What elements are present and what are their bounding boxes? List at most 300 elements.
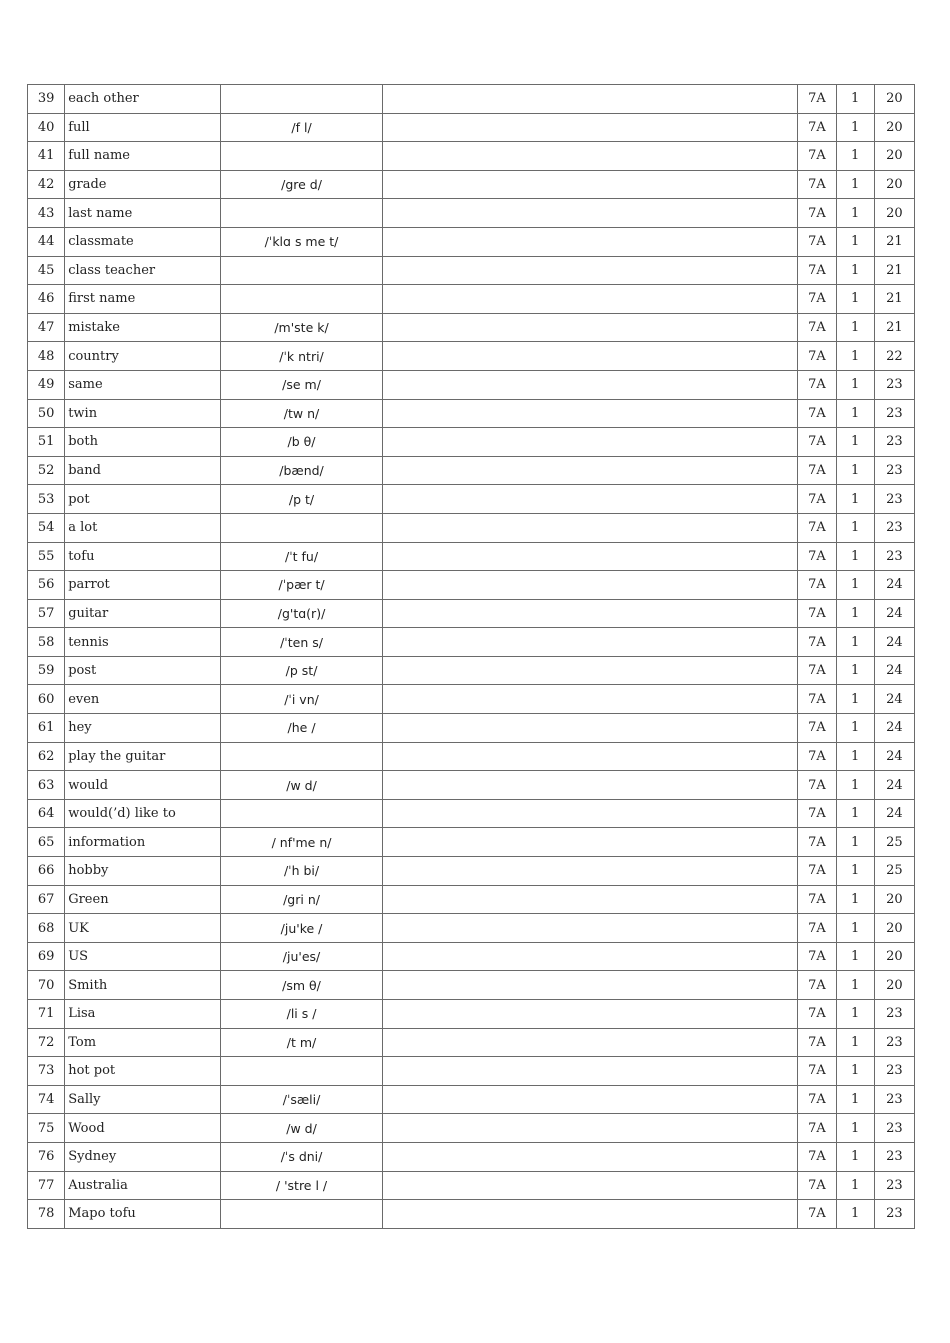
pronunciation-cell [221,1057,383,1086]
row-number: 63 [28,771,65,800]
pronunciation-cell: /m'ste k/ [221,313,383,342]
word-cell: mistake [65,313,221,342]
table-row [28,227,915,256]
page-cell: 24 [874,571,914,600]
unit-cell: 1 [836,513,874,542]
meaning-cell [382,399,797,428]
pronunciation-cell: /p st/ [221,656,383,685]
book-cell: 7A [798,571,836,600]
row-number: 77 [28,1171,65,1200]
book-cell: 7A [798,1000,836,1029]
row-number: 58 [28,628,65,657]
page-cell: 25 [874,828,914,857]
book-cell: 7A [798,456,836,485]
row-number: 40 [28,113,65,142]
row-number: 49 [28,370,65,399]
book-cell: 7A [798,628,836,657]
page-cell: 23 [874,1200,914,1229]
page-cell: 24 [874,771,914,800]
book-cell: 7A [798,771,836,800]
meaning-cell [382,714,797,743]
row-number: 61 [28,714,65,743]
table-row [28,571,915,600]
unit-cell: 1 [836,227,874,256]
pronunciation-cell: /w d/ [221,1114,383,1143]
pronunciation-cell [221,742,383,771]
book-cell: 7A [798,1200,836,1229]
book-cell: 7A [798,828,836,857]
unit-cell: 1 [836,1057,874,1086]
page-cell: 24 [874,656,914,685]
page-cell: 20 [874,914,914,943]
table-row [28,113,915,142]
pronunciation-cell: /b θ/ [221,428,383,457]
meaning-cell [382,1171,797,1200]
table-row [28,771,915,800]
pronunciation-cell: /ju'ke / [221,914,383,943]
row-number: 44 [28,227,65,256]
unit-cell: 1 [836,399,874,428]
page-cell: 20 [874,885,914,914]
unit-cell: 1 [836,285,874,314]
meaning-cell [382,571,797,600]
unit-cell: 1 [836,885,874,914]
meaning-cell [382,942,797,971]
meaning-cell [382,456,797,485]
unit-cell: 1 [836,342,874,371]
table-row [28,971,915,1000]
word-cell: classmate [65,227,221,256]
page-cell: 21 [874,256,914,285]
book-cell: 7A [798,942,836,971]
book-cell: 7A [798,799,836,828]
pronunciation-cell [221,1200,383,1229]
row-number: 41 [28,142,65,171]
pronunciation-cell: /he / [221,714,383,743]
page-cell: 23 [874,1000,914,1029]
row-number: 45 [28,256,65,285]
page-cell: 20 [874,170,914,199]
meaning-cell [382,742,797,771]
pronunciation-cell [221,85,383,114]
page-cell: 23 [874,370,914,399]
book-cell: 7A [798,1057,836,1086]
meaning-cell [382,1028,797,1057]
table-row [28,1085,915,1114]
book-cell: 7A [798,599,836,628]
word-cell: country [65,342,221,371]
row-number: 66 [28,857,65,886]
unit-cell: 1 [836,1142,874,1171]
book-cell: 7A [798,285,836,314]
row-number: 76 [28,1142,65,1171]
meaning-cell [382,485,797,514]
word-cell: a lot [65,513,221,542]
table-row [28,1000,915,1029]
row-number: 46 [28,285,65,314]
page-cell: 24 [874,685,914,714]
row-number: 52 [28,456,65,485]
meaning-cell [382,142,797,171]
table-row [28,513,915,542]
pronunciation-cell: /g'tɑ(r)/ [221,599,383,628]
row-number: 42 [28,170,65,199]
page-cell: 23 [874,1057,914,1086]
page-cell: 23 [874,1114,914,1143]
pronunciation-cell: /tw n/ [221,399,383,428]
pronunciation-cell: /ˈt fu/ [221,542,383,571]
table-row [28,85,915,114]
pronunciation-cell: /ju'es/ [221,942,383,971]
meaning-cell [382,170,797,199]
table-row [28,456,915,485]
book-cell: 7A [798,370,836,399]
word-cell: each other [65,85,221,114]
table-row [28,370,915,399]
unit-cell: 1 [836,942,874,971]
pronunciation-cell: /ˈten s/ [221,628,383,657]
book-cell: 7A [798,227,836,256]
word-cell: full [65,113,221,142]
page-cell: 23 [874,513,914,542]
pronunciation-cell: / 'stre l / [221,1171,383,1200]
word-cell: post [65,656,221,685]
table-row [28,1028,915,1057]
page-cell: 20 [874,142,914,171]
word-cell: both [65,428,221,457]
page-cell: 23 [874,542,914,571]
book-cell: 7A [798,1142,836,1171]
pronunciation-cell: /f l/ [221,113,383,142]
word-cell: Tom [65,1028,221,1057]
meaning-cell [382,857,797,886]
row-number: 65 [28,828,65,857]
meaning-cell [382,685,797,714]
word-cell: guitar [65,599,221,628]
row-number: 47 [28,313,65,342]
book-cell: 7A [798,1114,836,1143]
page-cell: 22 [874,342,914,371]
meaning-cell [382,285,797,314]
unit-cell: 1 [836,428,874,457]
meaning-cell [382,513,797,542]
pronunciation-cell: /ˈsæli/ [221,1085,383,1114]
book-cell: 7A [798,885,836,914]
row-number: 55 [28,542,65,571]
word-cell: US [65,942,221,971]
unit-cell: 1 [836,142,874,171]
word-cell: parrot [65,571,221,600]
pronunciation-cell: /ˈi vn/ [221,685,383,714]
book-cell: 7A [798,485,836,514]
table-row [28,828,915,857]
pronunciation-cell: /gre d/ [221,170,383,199]
meaning-cell [382,428,797,457]
row-number: 70 [28,971,65,1000]
unit-cell: 1 [836,456,874,485]
page-cell: 24 [874,599,914,628]
table-row [28,399,915,428]
word-cell: pot [65,485,221,514]
word-cell: hot pot [65,1057,221,1086]
unit-cell: 1 [836,1085,874,1114]
unit-cell: 1 [836,199,874,228]
pronunciation-cell: /bænd/ [221,456,383,485]
pronunciation-cell: /ˈh bi/ [221,857,383,886]
row-number: 43 [28,199,65,228]
pronunciation-cell: /t m/ [221,1028,383,1057]
word-cell: would(’d) like to [65,799,221,828]
word-cell: last name [65,199,221,228]
unit-cell: 1 [836,714,874,743]
table-row [28,942,915,971]
word-cell: Sally [65,1085,221,1114]
pronunciation-cell: / nf'me n/ [221,828,383,857]
row-number: 51 [28,428,65,457]
book-cell: 7A [798,513,836,542]
word-cell: Green [65,885,221,914]
word-cell: Sydney [65,1142,221,1171]
word-cell: Wood [65,1114,221,1143]
pronunciation-cell: /ˈpær t/ [221,571,383,600]
table-row [28,1114,915,1143]
unit-cell: 1 [836,571,874,600]
pronunciation-cell: /ˈklɑ s me t/ [221,227,383,256]
unit-cell: 1 [836,599,874,628]
table-row [28,914,915,943]
table-row [28,542,915,571]
table-row [28,142,915,171]
pronunciation-cell [221,513,383,542]
row-number: 78 [28,1200,65,1229]
table-row [28,742,915,771]
meaning-cell [382,256,797,285]
row-number: 68 [28,914,65,943]
page-cell: 25 [874,857,914,886]
word-cell: UK [65,914,221,943]
page-cell: 21 [874,285,914,314]
page-cell: 20 [874,971,914,1000]
unit-cell: 1 [836,742,874,771]
book-cell: 7A [798,428,836,457]
unit-cell: 1 [836,1000,874,1029]
unit-cell: 1 [836,1028,874,1057]
meaning-cell [382,1085,797,1114]
unit-cell: 1 [836,685,874,714]
book-cell: 7A [798,113,836,142]
row-number: 73 [28,1057,65,1086]
row-number: 59 [28,656,65,685]
page-cell: 24 [874,714,914,743]
book-cell: 7A [798,170,836,199]
book-cell: 7A [798,971,836,1000]
row-number: 67 [28,885,65,914]
pronunciation-cell [221,256,383,285]
page-cell: 24 [874,742,914,771]
unit-cell: 1 [836,1200,874,1229]
meaning-cell [382,656,797,685]
table-row [28,885,915,914]
meaning-cell [382,542,797,571]
table-row [28,199,915,228]
row-number: 62 [28,742,65,771]
word-cell: band [65,456,221,485]
word-cell: hey [65,714,221,743]
table-row [28,256,915,285]
table-row [28,1200,915,1229]
meaning-cell [382,599,797,628]
pronunciation-cell: /ˈs dni/ [221,1142,383,1171]
unit-cell: 1 [836,971,874,1000]
word-cell: class teacher [65,256,221,285]
page-cell: 21 [874,313,914,342]
book-cell: 7A [798,914,836,943]
table-row [28,313,915,342]
meaning-cell [382,1142,797,1171]
book-cell: 7A [798,857,836,886]
page-cell: 20 [874,942,914,971]
meaning-cell [382,1057,797,1086]
table-row [28,285,915,314]
word-cell: grade [65,170,221,199]
book-cell: 7A [798,685,836,714]
word-cell: Smith [65,971,221,1000]
table-row [28,1057,915,1086]
book-cell: 7A [798,85,836,114]
book-cell: 7A [798,1171,836,1200]
page-cell: 23 [874,1028,914,1057]
book-cell: 7A [798,256,836,285]
table-row [28,1142,915,1171]
meaning-cell [382,199,797,228]
pronunciation-cell: /sm θ/ [221,971,383,1000]
pronunciation-cell: /gri n/ [221,885,383,914]
unit-cell: 1 [836,1171,874,1200]
row-number: 56 [28,571,65,600]
meaning-cell [382,342,797,371]
word-cell: play the guitar [65,742,221,771]
meaning-cell [382,885,797,914]
word-cell: Australia [65,1171,221,1200]
unit-cell: 1 [836,1114,874,1143]
vocabulary-table-body [28,85,915,1229]
page-cell: 24 [874,628,914,657]
unit-cell: 1 [836,542,874,571]
page-cell: 23 [874,485,914,514]
unit-cell: 1 [836,113,874,142]
meaning-cell [382,85,797,114]
book-cell: 7A [798,1085,836,1114]
unit-cell: 1 [836,170,874,199]
unit-cell: 1 [836,656,874,685]
table-row [28,799,915,828]
table-row [28,599,915,628]
pronunciation-cell: /se m/ [221,370,383,399]
row-number: 69 [28,942,65,971]
row-number: 57 [28,599,65,628]
pronunciation-cell: /li s / [221,1000,383,1029]
page-cell: 23 [874,1085,914,1114]
pronunciation-cell: /p t/ [221,485,383,514]
meaning-cell [382,771,797,800]
word-cell: tennis [65,628,221,657]
word-cell: information [65,828,221,857]
word-cell: even [65,685,221,714]
table-row [28,428,915,457]
book-cell: 7A [798,742,836,771]
table-row [28,656,915,685]
unit-cell: 1 [836,85,874,114]
meaning-cell [382,971,797,1000]
meaning-cell [382,1114,797,1143]
word-cell: Lisa [65,1000,221,1029]
meaning-cell [382,628,797,657]
book-cell: 7A [798,542,836,571]
page-cell: 23 [874,399,914,428]
unit-cell: 1 [836,628,874,657]
row-number: 50 [28,399,65,428]
vocabulary-table [27,84,915,1229]
table-row [28,628,915,657]
book-cell: 7A [798,313,836,342]
page-cell: 21 [874,227,914,256]
unit-cell: 1 [836,256,874,285]
word-cell: would [65,771,221,800]
unit-cell: 1 [836,914,874,943]
word-cell: Mapo tofu [65,1200,221,1229]
row-number: 48 [28,342,65,371]
unit-cell: 1 [836,485,874,514]
book-cell: 7A [798,142,836,171]
pronunciation-cell [221,285,383,314]
row-number: 64 [28,799,65,828]
row-number: 72 [28,1028,65,1057]
meaning-cell [382,1000,797,1029]
meaning-cell [382,227,797,256]
unit-cell: 1 [836,828,874,857]
table-row [28,170,915,199]
page-cell: 24 [874,799,914,828]
unit-cell: 1 [836,370,874,399]
pronunciation-cell: /w d/ [221,771,383,800]
meaning-cell [382,828,797,857]
row-number: 39 [28,85,65,114]
row-number: 53 [28,485,65,514]
word-cell: full name [65,142,221,171]
meaning-cell [382,370,797,399]
word-cell: twin [65,399,221,428]
book-cell: 7A [798,342,836,371]
unit-cell: 1 [836,799,874,828]
word-cell: hobby [65,857,221,886]
row-number: 60 [28,685,65,714]
page-cell: 20 [874,85,914,114]
table-row [28,685,915,714]
page-cell: 23 [874,428,914,457]
table-row [28,714,915,743]
row-number: 75 [28,1114,65,1143]
meaning-cell [382,799,797,828]
meaning-cell [382,113,797,142]
meaning-cell [382,1200,797,1229]
page-cell: 23 [874,456,914,485]
book-cell: 7A [798,1028,836,1057]
book-cell: 7A [798,714,836,743]
page-cell: 23 [874,1142,914,1171]
row-number: 54 [28,513,65,542]
row-number: 74 [28,1085,65,1114]
pronunciation-cell [221,799,383,828]
